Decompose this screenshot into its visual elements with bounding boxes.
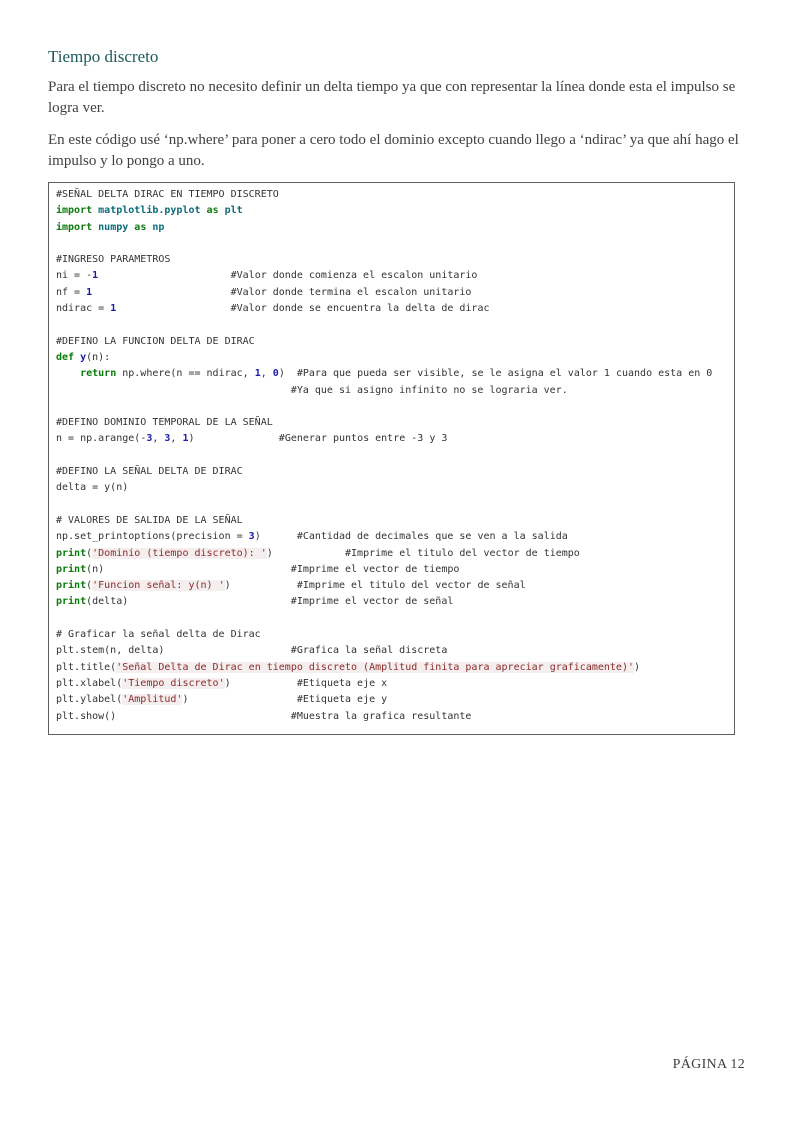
code-token: plt.xlabel( xyxy=(56,677,123,689)
code-token: 3 xyxy=(164,433,171,445)
code-line xyxy=(56,187,734,203)
code-line xyxy=(56,480,734,496)
code-line xyxy=(56,285,734,301)
code-token: #Ya que si asigno infinito no se lograria ver. xyxy=(56,384,568,396)
code-token: ni = - xyxy=(56,270,93,282)
code-token: as xyxy=(206,205,219,217)
code-line xyxy=(56,415,734,431)
code-line xyxy=(56,203,734,219)
code-token: #INGRESO PARAMETROS xyxy=(56,254,171,266)
code-token: #Valor donde se encuentra la delta de dirac xyxy=(116,303,490,315)
paragraph-np-where: En este código usé ‘np.where’ para poner a cero todo el dominio excepto cuando llego a ‘ndirac’ ya que ahí hago el impulso y lo pongo a uno. xyxy=(48,132,739,169)
code-token: #DEFINO DOMINIO TEMPORAL DE LA SEÑAL xyxy=(56,417,273,429)
code-token: ( xyxy=(86,547,93,559)
code-token: np xyxy=(152,221,165,233)
code-token: np.set_printoptions(precision = xyxy=(56,531,249,543)
code-token: 'Señal Delta de Dirac en tiempo discreto (Amplitud finita para apreciar graficamente)' xyxy=(116,661,634,673)
code-line xyxy=(56,627,734,643)
code-line xyxy=(56,709,734,725)
code-block xyxy=(48,182,735,735)
code-line xyxy=(56,448,734,464)
code-token: ) #Generar puntos entre -3 y 3 xyxy=(188,433,448,445)
code-line xyxy=(56,676,734,692)
code-token: matplotlib.pyplot xyxy=(98,205,201,217)
code-token: 1 xyxy=(254,368,261,380)
code-token: # Graficar la señal delta de Dirac xyxy=(56,629,261,641)
code-line xyxy=(56,252,734,268)
code-line xyxy=(56,529,734,545)
code-token: 1 xyxy=(86,286,93,298)
code-token: 0 xyxy=(272,368,279,380)
code-token: return xyxy=(80,368,117,380)
code-line xyxy=(56,366,734,382)
code-token: 'Dominio (tiempo discreto): ' xyxy=(92,547,267,559)
code-token: 1 xyxy=(110,303,117,315)
code-token: #Valor donde comienza el escalon unitario xyxy=(98,270,478,282)
code-token: #DEFINO LA FUNCION DELTA DE DIRAC xyxy=(56,335,255,347)
code-token: , xyxy=(152,433,165,445)
code-token: #Valor donde termina el escalon unitario xyxy=(92,286,472,298)
code-token: plt.stem(n, delta) #Grafica la señal discreta xyxy=(56,645,448,657)
code-token: plt xyxy=(224,205,243,217)
code-token: print xyxy=(56,563,87,575)
code-line xyxy=(56,513,734,529)
code-line xyxy=(56,562,734,578)
code-line xyxy=(56,317,734,333)
code-line xyxy=(56,611,734,627)
code-line xyxy=(56,301,734,317)
code-token: print xyxy=(56,596,87,608)
code-token: , xyxy=(170,433,183,445)
code-token: y xyxy=(80,351,87,363)
code-token: 1 xyxy=(182,433,189,445)
code-token: delta = y(n) xyxy=(56,482,129,494)
code-token: as xyxy=(134,221,147,233)
code-token: ) #Etiqueta eje y xyxy=(182,694,388,706)
code-token: ndirac = xyxy=(56,303,111,315)
section-heading: Tiempo discreto xyxy=(48,47,159,66)
code-token: def xyxy=(56,351,75,363)
code-token: # VALORES DE SALIDA DE LA SEÑAL xyxy=(56,514,243,526)
code-line xyxy=(56,220,734,236)
code-token: import xyxy=(56,205,93,217)
code-line xyxy=(56,497,734,513)
code-token: ( xyxy=(86,580,93,592)
code-line xyxy=(56,660,734,676)
code-token: ) #Para que pueda ser visible, se le asigna el valor 1 cuando esta en 0 xyxy=(278,368,713,380)
code-token: n = np.arange(- xyxy=(56,433,147,445)
code-token xyxy=(56,368,80,379)
code-token: (delta) #Imprime el vector de señal xyxy=(86,596,454,608)
code-line xyxy=(56,399,734,415)
code-token: ) #Cantidad de decimales que se ven a la salida xyxy=(254,531,568,543)
code-token: plt.show() #Muestra la grafica resultante xyxy=(56,710,472,722)
code-token: ) #Imprime el titulo del vector de tiempo xyxy=(266,547,580,559)
code-line xyxy=(56,431,734,447)
code-line xyxy=(56,383,734,399)
code-line xyxy=(56,692,734,708)
code-line xyxy=(56,350,734,366)
code-token: nf = xyxy=(56,286,87,298)
code-token: , xyxy=(260,368,273,380)
paragraph-intro: Para el tiempo discreto no necesito definir un delta tiempo ya que con representar la línea donde esta el impulso se logra ver. xyxy=(48,79,736,116)
code-token: #SEÑAL DELTA DIRAC EN TIEMPO DISCRETO xyxy=(56,189,279,200)
code-token: 'Amplitud' xyxy=(122,694,183,706)
page-number: PÁGINA 12 xyxy=(672,1057,745,1072)
code-line xyxy=(56,578,734,594)
code-line xyxy=(56,268,734,284)
code-token: numpy xyxy=(98,221,129,233)
code-token: (n): xyxy=(86,351,111,363)
code-token: 3 xyxy=(248,531,255,543)
code-line xyxy=(56,594,734,610)
code-token: (n) #Imprime el vector de tiempo xyxy=(86,563,460,575)
code-token: np.where(n == ndirac, xyxy=(116,368,255,380)
code-token: #DEFINO LA SEÑAL DELTA DE DIRAC xyxy=(56,466,243,478)
code-token: print xyxy=(56,547,87,559)
code-token: plt.ylabel( xyxy=(56,694,123,706)
code-token: 3 xyxy=(146,433,153,445)
code-token: import xyxy=(56,221,93,233)
code-line xyxy=(56,643,734,659)
code-line xyxy=(56,236,734,252)
code-token: ) #Etiqueta eje x xyxy=(224,677,388,689)
code-line xyxy=(56,464,734,480)
code-token: plt.title( xyxy=(56,661,117,673)
code-token: ) xyxy=(633,661,641,673)
code-token: 'Funcion señal: y(n) ' xyxy=(92,580,225,592)
code-token: 'Tiempo discreto' xyxy=(122,677,225,689)
code-token: ) #Imprime el titulo del vector de señal xyxy=(224,580,526,592)
code-token: print xyxy=(56,580,87,592)
code-token: 1 xyxy=(92,270,99,282)
code-line xyxy=(56,546,734,562)
code-line xyxy=(56,334,734,350)
